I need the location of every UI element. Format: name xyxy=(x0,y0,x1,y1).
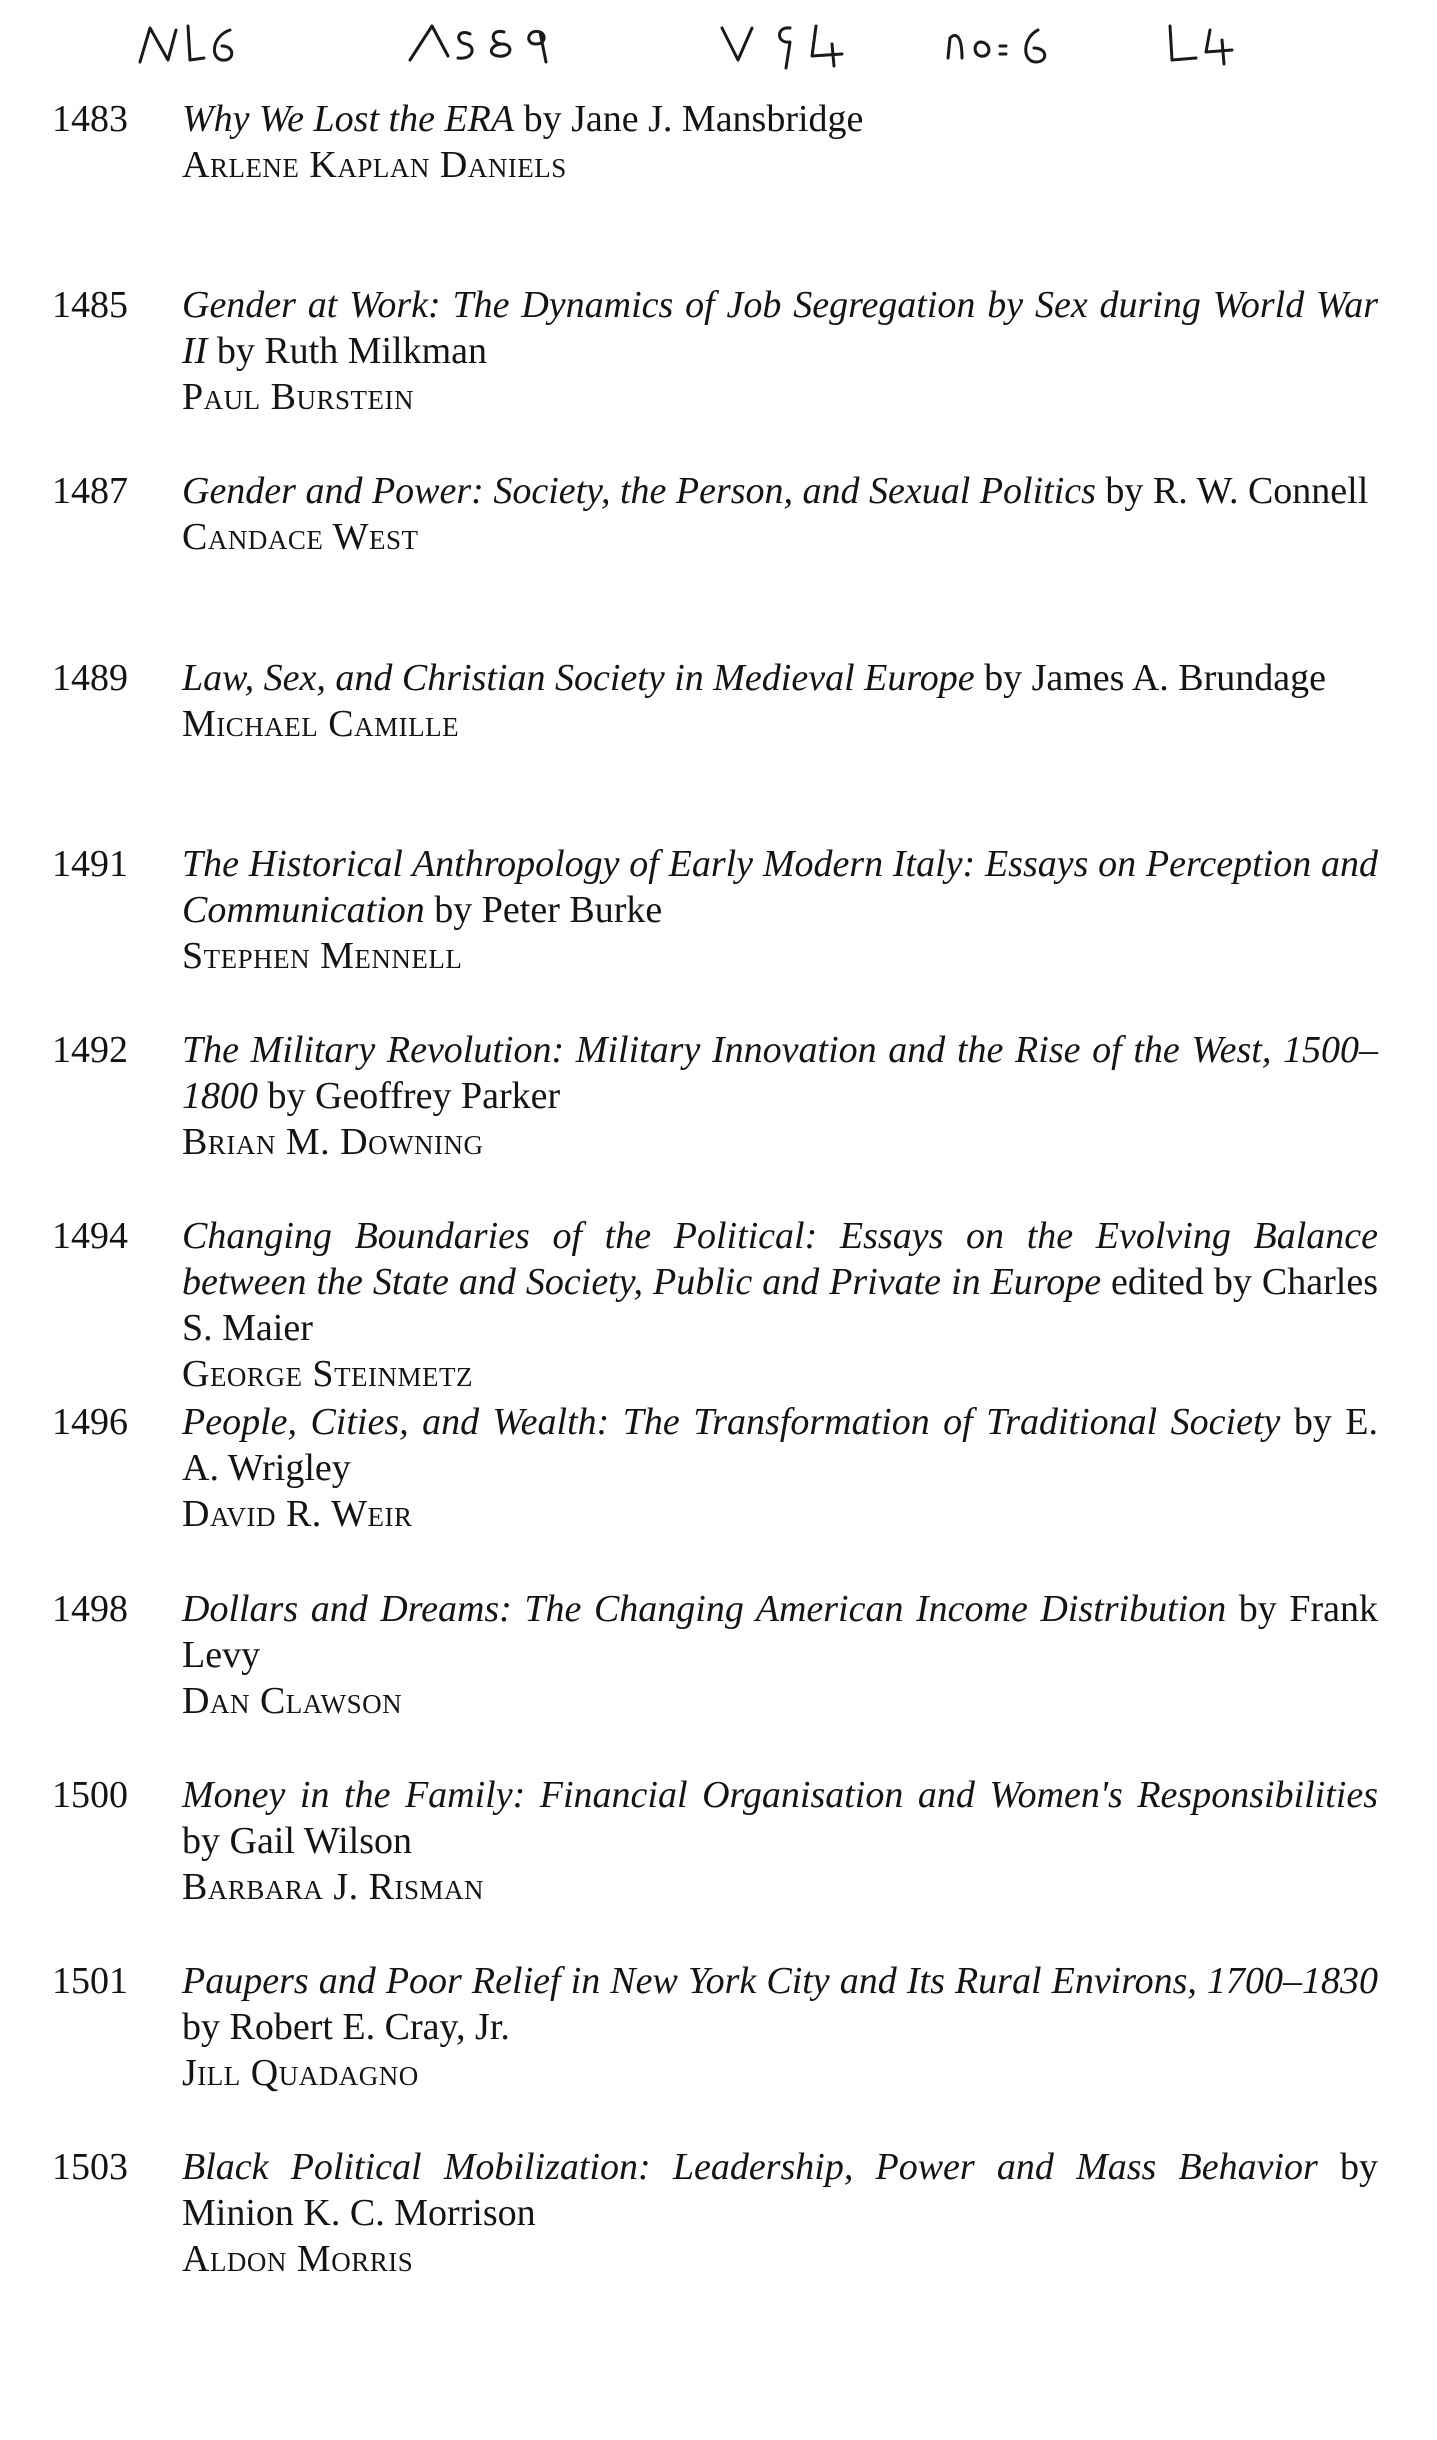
entry-body xyxy=(182,468,1378,560)
handwritten-call-number-drawing xyxy=(0,0,1437,100)
connector: by xyxy=(207,330,265,373)
book-author: Peter Burke xyxy=(481,888,663,931)
connector: by xyxy=(258,1074,315,1117)
connector: by xyxy=(974,656,1032,699)
page-number: 1491 xyxy=(52,842,128,885)
reviewer-name: David R. Weir xyxy=(182,1493,413,1536)
citation xyxy=(182,282,1378,374)
handwritten-call-number xyxy=(0,0,1437,100)
book-title: Why We Lost the ERA xyxy=(182,98,515,140)
book-author: Geoffrey Parker xyxy=(315,1074,561,1117)
reviewer-name: Stephen Mennell xyxy=(182,934,463,977)
entry-body xyxy=(182,1958,1378,2096)
book-title: Black Political Mobilization: Leadership, Power and Mass Behavior xyxy=(182,2146,1318,2189)
entry-body xyxy=(182,841,1378,979)
contents-entry xyxy=(0,2144,1437,2330)
connector: by xyxy=(424,888,482,931)
book-title: The Historical Anthropology of Early Modern Italy: Essays on Perception and Communication xyxy=(182,842,1378,931)
entry-body xyxy=(182,1399,1378,1537)
reviewer-name: Candace West xyxy=(182,516,419,559)
page-number: 1496 xyxy=(52,1401,128,1444)
contents-entry xyxy=(0,841,1437,1027)
page-number: 1483 xyxy=(52,98,128,140)
reviewer-name: George Steinmetz xyxy=(182,1353,474,1396)
connector: by xyxy=(514,98,572,140)
page-number: 1487 xyxy=(52,470,128,513)
contents-entry xyxy=(0,96,1437,282)
connector: by xyxy=(1317,2146,1378,2189)
contents-entry xyxy=(0,1213,1437,1399)
connector: by xyxy=(182,2005,230,2048)
contents-entry xyxy=(0,1586,1437,1772)
reviewer-name: Jill Quadagno xyxy=(182,2051,419,2094)
connector: edited by xyxy=(1101,1261,1262,1304)
book-title: Paupers and Poor Relief in New York City and Its Rural Environs, 1700–1830 xyxy=(182,1959,1378,2002)
connector: by xyxy=(1226,1587,1290,1630)
book-title: Law, Sex, and Christian Society in Medieval Europe xyxy=(182,656,975,699)
connector: by xyxy=(1095,470,1153,513)
reviewer-name: Arlene Kaplan Daniels xyxy=(182,144,567,186)
book-title: People, Cities, and Wealth: The Transformation of Traditional Society xyxy=(182,1401,1281,1444)
contents-entry xyxy=(0,655,1437,841)
book-author: E. A. Wrigley xyxy=(182,1401,1378,1490)
citation xyxy=(182,2144,1378,2236)
contents-entry xyxy=(0,1958,1437,2144)
book-author: Charles S. Maier xyxy=(182,1261,1378,1350)
citation xyxy=(182,1772,1378,1864)
page-number: 1485 xyxy=(52,284,128,327)
contents-entry xyxy=(0,282,1437,468)
entry-body xyxy=(182,655,1378,747)
citation xyxy=(182,1399,1378,1491)
citation xyxy=(182,1958,1378,2050)
page-number: 1503 xyxy=(52,2146,128,2189)
entry-body xyxy=(182,1027,1378,1165)
contents-list xyxy=(0,96,1437,2330)
entry-body xyxy=(182,1213,1378,1397)
book-author: James A. Brundage xyxy=(1031,656,1327,699)
connector: by xyxy=(1280,1401,1346,1444)
connector: by xyxy=(182,1819,230,1862)
entry-body xyxy=(182,282,1378,420)
reviewer-name: Paul Burstein xyxy=(182,376,414,419)
page-number: 1498 xyxy=(52,1587,128,1630)
contents-entry xyxy=(0,1772,1437,1958)
contents-entry xyxy=(0,468,1437,654)
page-number: 1501 xyxy=(52,1959,128,2002)
page-number: 1489 xyxy=(52,656,128,699)
book-title: Gender and Power: Society, the Person, and Sexual Politics xyxy=(182,470,1096,513)
reviewer-name: Barbara J. Risman xyxy=(182,1865,485,1908)
citation xyxy=(182,655,1378,701)
entry-body xyxy=(182,1586,1378,1724)
book-title: Money in the Family: Financial Organisation and Women's Responsibilities xyxy=(182,1773,1378,1816)
book-title: Changing Boundaries of the Political: Essays on the Evolving Balance between the State and Society, Public and Private in Europe xyxy=(182,1215,1378,1304)
book-title: Gender at Work: The Dynamics of Job Segregation by Sex during World War II xyxy=(182,284,1378,373)
book-title: Dollars and Dreams: The Changing American Income Distribution xyxy=(182,1587,1227,1630)
citation xyxy=(182,841,1378,933)
citation xyxy=(182,1586,1378,1678)
book-author: Robert E. Cray, Jr. xyxy=(229,2005,510,2048)
citation xyxy=(182,96,1378,142)
book-author: Ruth Milkman xyxy=(264,330,488,373)
book-author: Frank Levy xyxy=(182,1587,1378,1676)
entry-body xyxy=(182,1772,1378,1910)
entry-body xyxy=(182,96,1378,188)
book-title: The Military Revolution: Military Innovation and the Rise of the West, 1500–1800 xyxy=(182,1028,1378,1117)
citation xyxy=(182,468,1378,514)
entry-body xyxy=(182,2144,1378,2282)
contents-entry xyxy=(0,1399,1437,1585)
page-number: 1494 xyxy=(52,1215,128,1258)
book-author: R. W. Connell xyxy=(1152,470,1369,513)
book-author: Minion K. C. Morrison xyxy=(182,2192,536,2235)
reviewer-name: Aldon Morris xyxy=(182,2238,414,2281)
reviewer-name: Dan Clawson xyxy=(182,1679,403,1722)
page-number: 1492 xyxy=(52,1028,128,1071)
page-number: 1500 xyxy=(52,1773,128,1816)
book-author: Jane J. Mansbridge xyxy=(571,98,864,140)
reviewer-name: Brian M. Downing xyxy=(182,1120,484,1163)
citation xyxy=(182,1027,1378,1119)
citation xyxy=(182,1213,1378,1351)
reviewer-name: Michael Camille xyxy=(182,702,460,745)
book-author: Gail Wilson xyxy=(229,1819,412,1862)
contents-entry xyxy=(0,1027,1437,1213)
